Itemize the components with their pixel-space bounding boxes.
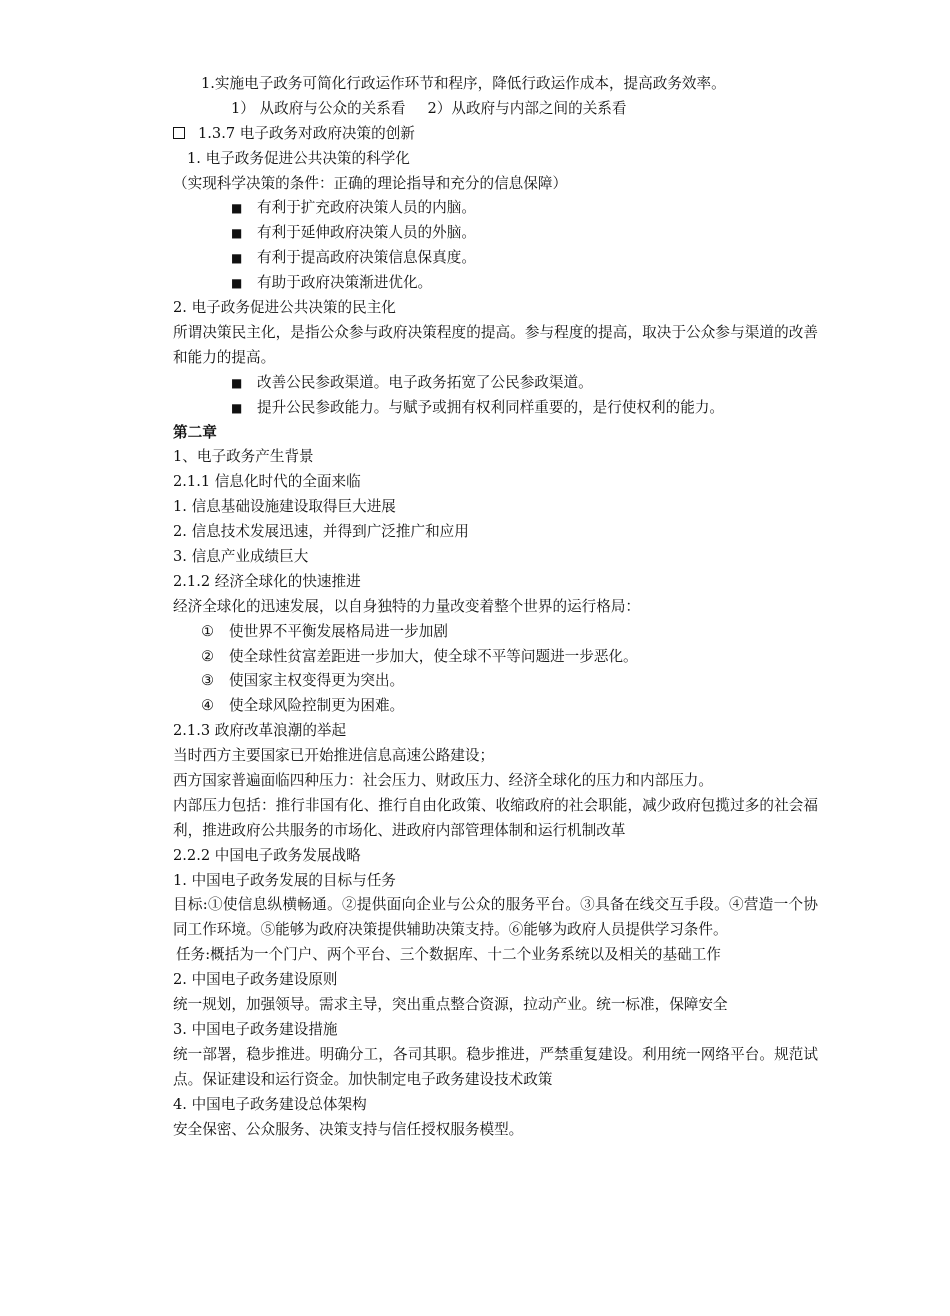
para-conditions: （实现科学决策的条件：正确的理论指导和充分的信息保障） (173, 174, 568, 192)
heading-goals-tasks: 1. 中国电子政务发展的目标与任务 (173, 871, 396, 889)
list-item: 1. 信息基础设施建设取得巨大进展 (173, 498, 396, 516)
circled-number: ① (201, 622, 215, 640)
para-goals: 目标:①使信息纵横畅通。②提供面向企业与公众的服务平台。③具备在线交互手段。④营造一个协同工作环境。⑤能够为政府决策提供辅助决策支持。⑥能够为政府人员提供学习条件。 (173, 896, 818, 939)
relation-internal: 2）从政府与内部之间的关系看 (427, 99, 627, 117)
para-measures: 统一部署，稳步推进。明确分工，各司其职。稳步推进，严禁重复建设。利用统一网络平台。规范试点。保证建设和运行资金。加快制定电子政务建设技术政策 (173, 1045, 818, 1088)
para-simplify-admin: 1.实施电子政务可简化行政运作环节和程序，降低行政运作成本，提高政务效率。 (201, 75, 726, 92)
heading-measures: 3. 中国电子政务建设措施 (173, 1020, 338, 1038)
section-heading-2-1-1: 2.1.1 信息化时代的全面来临 (173, 473, 361, 491)
circled-number: ③ (201, 672, 215, 690)
heading-principles: 2. 中国电子政务建设原则 (173, 971, 338, 989)
para-relations (173, 97, 818, 122)
bullet-square-icon: ■ (231, 226, 243, 241)
heading-background: 1、电子政务产生背景 (173, 448, 314, 466)
para-highway: 当时西方主要国家已开始推进信息高速公路建设； (173, 747, 495, 765)
bullet-square-icon: ■ (231, 276, 243, 291)
document-page (173, 72, 818, 1142)
heading-democratic: 2. 电子政务促进公共决策的民主化 (173, 299, 396, 317)
bullet-square-icon: ■ (231, 400, 243, 415)
section-heading-2-2-2: 2.2.2 中国电子政务发展战略 (173, 846, 361, 864)
heading-architecture: 4. 中国电子政务建设总体架构 (173, 1095, 367, 1113)
section-heading-2-1-2: 2.1.2 经济全球化的快速推进 (173, 572, 361, 590)
checkbox-square-icon (173, 127, 185, 139)
list-item: 3. 信息产业成绩巨大 (173, 547, 309, 565)
list-item: ■ 有助于政府决策渐进优化。 (173, 271, 818, 296)
para-tasks: 任务:概括为一个门户、两个平台、三个数据库、十二个业务系统以及相关的基础工作 (176, 946, 721, 964)
relation-public: 1） 从政府与公众的关系看 (231, 99, 406, 117)
para-internal-pressure: 内部压力包括：推行非国有化、推行自由化政策、收缩政府的社会职能，减少政府包揽过多的社会福利，推进政府公共服务的市场化、进政府内部管理体制和运行机制改革 (173, 796, 818, 839)
para-architecture: 安全保密、公众服务、决策支持与信任授权服务模型。 (173, 1120, 524, 1138)
para-pressures: 西方国家普遍面临四种压力：社会压力、财政压力、经济全球化的压力和内部压力。 (173, 771, 713, 789)
list-item: ④ 使全球风险控制更为困难。 (173, 694, 818, 719)
para-globalization: 经济全球化的迅速发展，以自身独特的力量改变着整个世界的运行格局： (173, 597, 641, 615)
para-principles: 统一规划，加强领导。需求主导，突出重点整合资源，拉动产业。统一标准，保障安全 (173, 996, 728, 1014)
list-item: ■ 有利于提高政府决策信息保真度。 (173, 246, 818, 271)
bullet-square-icon: ■ (231, 251, 243, 266)
list-item: ① 使世界不平衡发展格局进一步加剧 (173, 620, 818, 645)
list-item: 2. 信息技术发展迅速，并得到广泛推广和应用 (173, 523, 469, 541)
heading-scientific: 1. 电子政务促进公共决策的科学化 (187, 149, 410, 167)
list-item: ② 使全球性贫富差距进一步加大，使全球不平等问题进一步恶化。 (173, 645, 818, 670)
section-heading-1-3-7: 1.3.7 电子政务对政府决策的创新 (173, 122, 818, 147)
list-item: ③ 使国家主权变得更为突出。 (173, 669, 818, 694)
section-heading-2-1-3: 2.1.3 政府改革浪潮的举起 (173, 722, 347, 740)
list-item: ■ 改善公民参政渠道。电子政务拓宽了公民参政渠道。 (173, 371, 818, 396)
list-item: ■ 有利于扩充政府决策人员的内脑。 (173, 196, 818, 221)
bullet-square-icon: ■ (231, 375, 243, 390)
bullet-square-icon: ■ (231, 201, 243, 216)
para-democratization: 所谓决策民主化，是指公众参与政府决策程度的提高。参与程度的提高，取决于公众参与渠道的改善和能力的提高。 (173, 323, 818, 366)
circled-number: ④ (201, 697, 215, 715)
circled-number: ② (201, 647, 215, 665)
chapter-title: 第二章 (173, 423, 217, 441)
list-item: ■ 有利于延伸政府决策人员的外脑。 (173, 221, 818, 246)
list-item: ■ 提升公民参政能力。与赋予或拥有权利同样重要的，是行使权利的能力。 (173, 396, 818, 421)
